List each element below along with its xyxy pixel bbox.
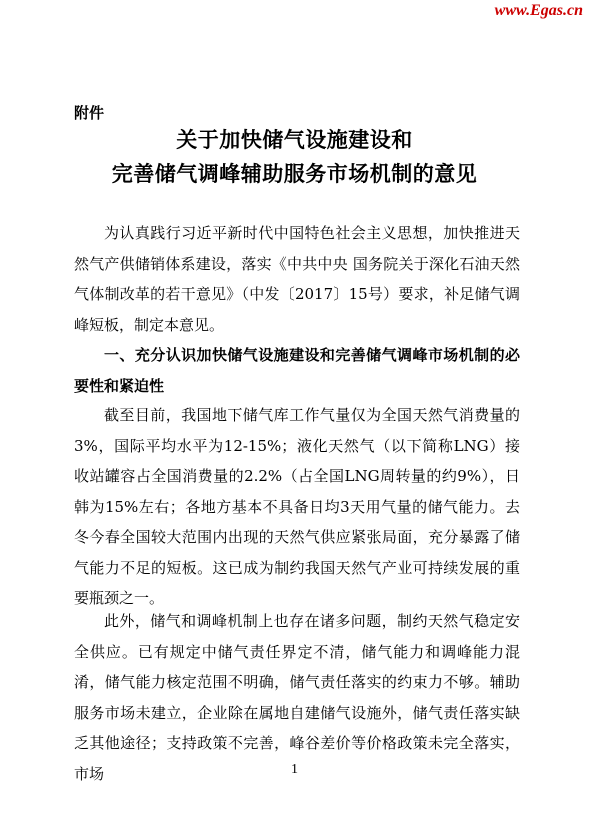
intro-paragraph: 为认真践行习近平新时代中国特色社会主义思想，加快推进天然气产供储销体系建设，落实《中共中央 国务院关于深化石油天然气体制改革的若干意见》（中发〔2017〕15号）要求，补足储气调峰短板，制定本意见。 [74, 224, 520, 334]
watermark-logo: www.Egas.cn [494, 2, 583, 19]
document-title-line2: 完善储气调峰辅助服务市场机制的意见 [111, 161, 478, 186]
body-paragraph-2: 截至目前，我国地下储气库工作气量仅为全国天然气消费量的3%，国际平均水平为12-15%；液化天然气（以下简称LNG）接收站罐容占全国消费量的2.2%（占全国LNG周转量的约9%），日韩为15%左右；各地方基本不具备日均3天用气量的储气能力。去冬今春全国较大范围内出现的天然气供应紧张局面，充分暴露了储气能力不足的短板。这已成为制约我国天然气产业可持续发展的重要瓶颈之一。 [74, 406, 520, 607]
attachment-label: 附件 [74, 104, 105, 122]
document-title-line1: 关于加快储气设施建设和 [176, 127, 413, 152]
body-paragraph-3: 此外，储气和调峰机制上也存在诸多问题，制约天然气稳定安全供应。已有规定中储气责任界定不清，储气能力和调峰能力混淆，储气能力核定范围不明确，储气责任落实的约束力不够。辅助服务市场未建立，企业除在属地自建储气设施外，储气责任落实缺乏其他途径；支持政策不完善，峰谷差价等价格政策未完全落实，市场 [74, 612, 520, 783]
section-heading-1: 一、充分认识加快储气设施建设和完善储气调峰市场机制的必要性和紧迫性 [74, 346, 520, 395]
page-number: 1 [291, 762, 298, 777]
